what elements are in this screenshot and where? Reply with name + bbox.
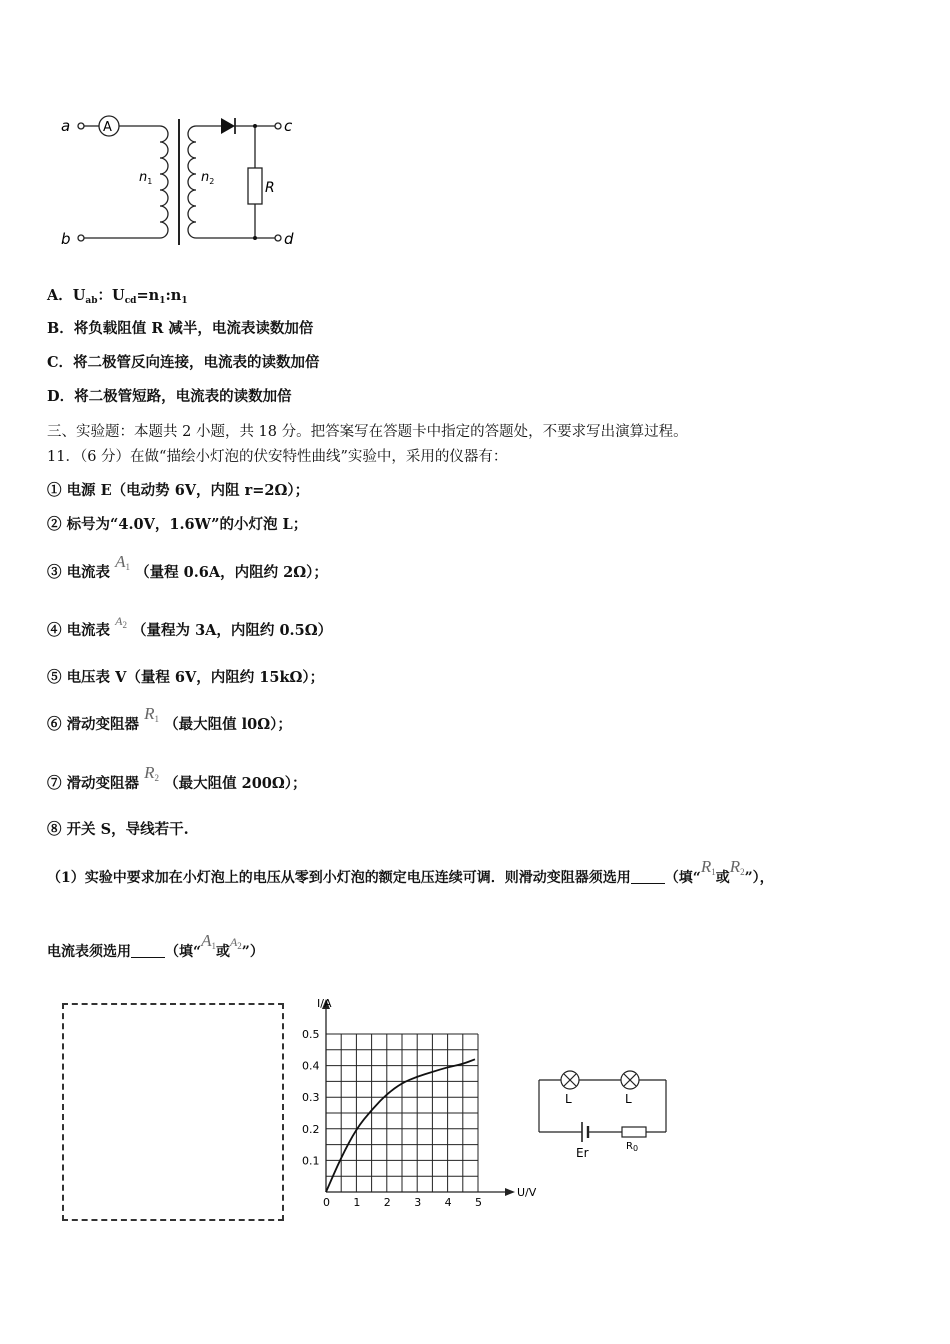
y-axis-label: I/A: [317, 997, 332, 1010]
x-tick-label: 2: [383, 1196, 391, 1209]
x-axis-arrow-icon: [505, 1188, 515, 1196]
terminal-d: d: [284, 230, 294, 248]
y-tick-label: 0.3: [302, 1091, 320, 1105]
item-8: ⑧ 开关 S，导线若干.: [47, 821, 189, 838]
option-d: D．将二极管短路，电流表的读数加倍: [47, 388, 292, 405]
terminal-b: b: [61, 230, 71, 248]
ammeter-label: A: [103, 120, 112, 135]
item-6: ⑥ 滑动变阻器 R1 （最大阻值 l0Ω）；: [47, 704, 292, 733]
lamp1-label: L: [565, 1092, 572, 1106]
transformer-circuit-figure: [55, 105, 305, 255]
option-b: B．将负载阻值 R 减半，电流表读数加倍: [47, 320, 314, 337]
x-tick-label: 5: [475, 1196, 482, 1209]
answer-blank-ammeter[interactable]: [131, 943, 165, 958]
y-tick-label: 0.4: [302, 1059, 320, 1073]
source-label: Er: [576, 1146, 589, 1160]
circuit-drawing-box[interactable]: [62, 1003, 284, 1221]
item-4: ④ 电流表 $^{A_2}$ （量程为 3A，内阻约 0.5Ω）: [47, 614, 333, 639]
item-5: ⑤ 电压表 V（量程 6V，内阻约 15kΩ）；: [47, 669, 325, 686]
secondary-coil-label: $n_2$: [201, 170, 215, 186]
resistor-label: R: [265, 180, 275, 196]
x-tick-label: 1: [353, 1196, 361, 1209]
lamp-circuit-figure: [530, 1060, 680, 1170]
x-tick-label: 0: [323, 1196, 330, 1209]
question-intro: 11．（6 分）在做“描绘小灯泡的伏安特性曲线”实验中，采用的仪器有：: [47, 449, 508, 465]
item-1: ① 电源 E（电动势 6V，内阻 r=2Ω）；: [47, 482, 310, 499]
y-tick-label: 0.1: [302, 1154, 320, 1168]
x-tick-label: 4: [444, 1196, 452, 1209]
lamp2-label: L: [625, 1092, 632, 1106]
option-c: C．将二极管反向连接，电流表的读数加倍: [47, 354, 320, 371]
x-axis-label: U/V: [517, 1186, 537, 1199]
resistor-r0-label: $R_0$: [626, 1141, 639, 1153]
y-tick-label: 0.5: [302, 1028, 320, 1041]
item-3: ③ 电流表 A1 （量程 0.6A，内阻约 2Ω）；: [47, 552, 328, 581]
x-tick-label: 3: [414, 1196, 422, 1209]
terminal-a: a: [61, 117, 71, 135]
iu-curve: [326, 1059, 475, 1192]
terminal-c: c: [284, 117, 293, 135]
y-tick-label: 0.2: [302, 1122, 320, 1136]
part1-line2: 电流表须选用 （填“A1或$A_2$”）: [47, 931, 264, 960]
item-2: ② 标号为“4.0V，1.6W”的小灯泡 L；: [47, 516, 308, 533]
option-a: A．$U_{ab}$：$U_{cd}=n_1:n_1$: [47, 287, 188, 306]
answer-blank-rheostat[interactable]: [631, 869, 665, 884]
item-7: ⑦ 滑动变阻器 R2 （最大阻值 200Ω）；: [47, 763, 307, 792]
primary-coil-label: $n_1$: [139, 170, 153, 186]
section-header: 三、实验题：本题共 2 小题，共 18 分。把答案写在答题卡中指定的答题处，不要求写出演算过程。: [47, 424, 688, 440]
part1-line1: （1）实验中要求加在小灯泡上的电压从零到小灯泡的额定电压连续可调．则滑动变阻器须选用 （填“R1或R2”），: [47, 857, 774, 886]
iu-curve-chart: [290, 993, 540, 1218]
